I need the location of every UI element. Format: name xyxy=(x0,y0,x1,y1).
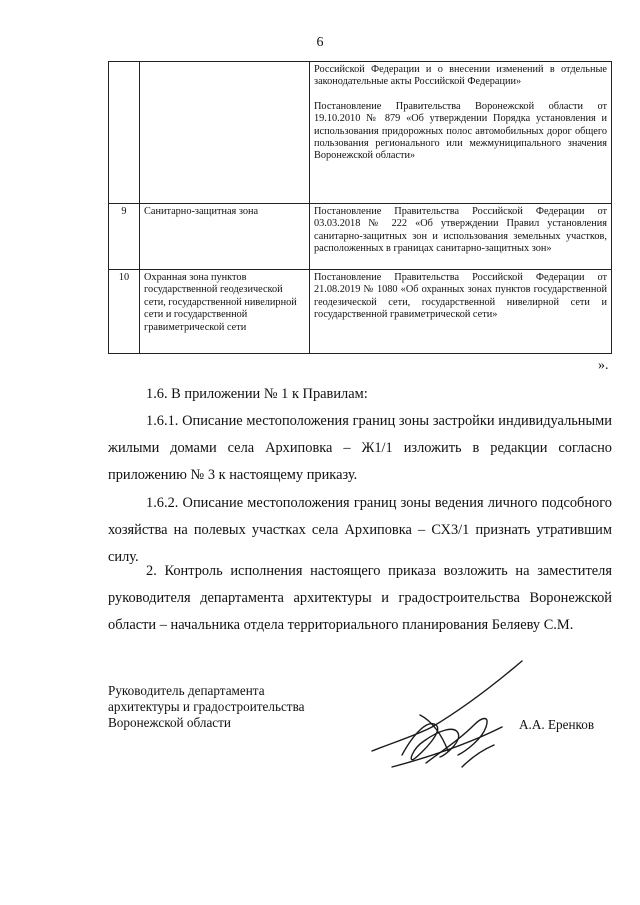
table-row xyxy=(109,270,612,354)
row-number: 10 xyxy=(109,270,140,354)
regulation-text: Российской Федерации и о внесении изменений в отдельные законодательные акты Российской Федерации» xyxy=(314,64,607,88)
table-row xyxy=(109,204,612,270)
regulation-text: Постановление Правительства Воронежской области от 19.10.2010 № 879 «Об утверждении Порядка установления и использования придорожных полос автомобильных дорог общего пользования регионального или межмуниципального значения Воронежской области» xyxy=(314,100,607,162)
signatory-title-line: Воронежской области xyxy=(108,715,231,730)
signer-name: А.А. Еренков xyxy=(519,717,595,732)
zone-name xyxy=(140,62,310,204)
table-row xyxy=(109,62,612,204)
row-number xyxy=(109,62,140,204)
signatory-title xyxy=(108,683,304,731)
paragraph-2: 2. Контроль исполнения настоящего приказа возложить на заместителя руководителя департамента архитектуры и градостроительства Воронежской области – начальника отдела территориального планирования Беляеву С.М. xyxy=(108,563,612,633)
handwritten-signature xyxy=(362,655,532,775)
regulation-cell xyxy=(310,270,612,354)
paragraph-1-6: 1.6. В приложении № 1 к Правилам: xyxy=(146,386,368,402)
paragraph-1-6-2: 1.6.2. Описание местоположения границ зоны ведения личного подсобного хозяйства на полевых участках села Архиповка – СХ3/1 признать утратившим силу. xyxy=(108,495,612,565)
page-number: 6 xyxy=(316,35,324,50)
zones-table xyxy=(108,61,612,354)
zone-name: Санитарно-защитная зона xyxy=(140,204,310,270)
closing-quote: ». xyxy=(598,358,609,373)
signatory-title-line: Руководитель департамента xyxy=(108,683,265,698)
paragraph-1-6-1: 1.6.1. Описание местоположения границ зоны застройки индивидуальными жилыми домами села Архиповка – Ж1/1 изложить в редакции согласно приложению № 3 к настоящему приказу. xyxy=(108,413,612,483)
regulation-text: Постановление Правительства Российской Федерации от 21.08.2019 № 1080 «Об охранных зонах пунктов государственной геодезической сети, государственной нивелирной сети и государственной гравиметрической сети» xyxy=(314,272,607,321)
signatory-title-line: архитектуры и градостроительства xyxy=(108,699,305,714)
regulation-cell xyxy=(310,62,612,204)
row-number: 9 xyxy=(109,204,140,270)
regulation-cell xyxy=(310,204,612,270)
regulation-text: Постановление Правительства Российской Федерации от 03.03.2018 № 222 «Об утверждении Правил установления санитарно-защитных зон и использования земельных участков, расположенных в границах санитарно-защитных зон» xyxy=(314,206,607,255)
zone-name: Охранная зона пунктов государственной геодезической сети, государственной нивелирной сети и государственной гравиметрической сети xyxy=(140,270,310,354)
